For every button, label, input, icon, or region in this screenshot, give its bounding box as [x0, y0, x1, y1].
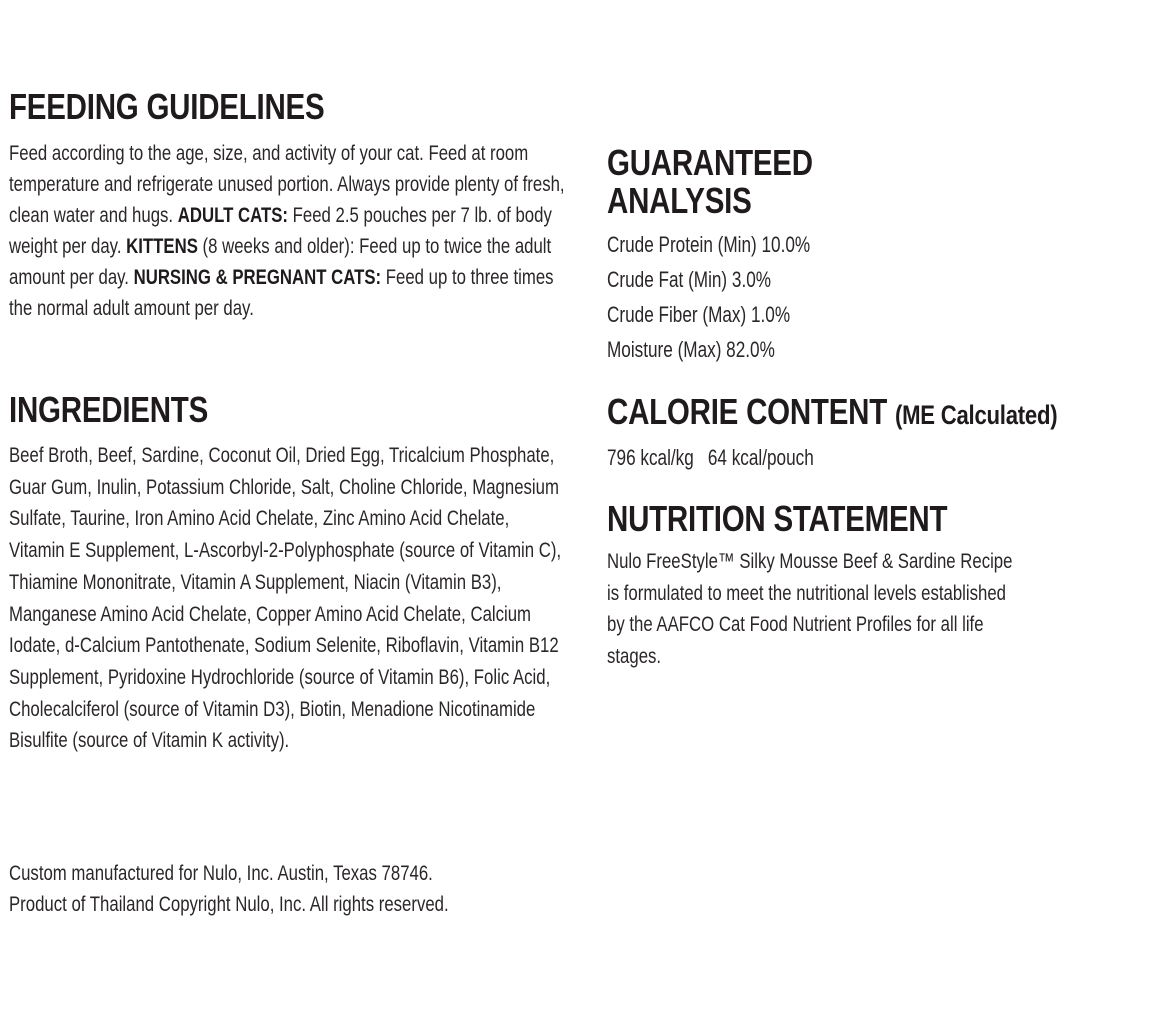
calories-per-pouch: 64 kcal/pouch	[707, 445, 814, 470]
adult-cats-text: Feed 2.5 pouches per 7 lb. of body weight per day.	[9, 203, 552, 258]
feeding-guidelines-heading: FEEDING GUIDELINES	[9, 86, 325, 127]
ingredients-section	[9, 391, 252, 429]
nursing-label: NURSING & PREGNANT CATS:	[133, 265, 382, 289]
calorie-values	[607, 440, 1027, 475]
feeding-guidelines-text	[9, 138, 580, 324]
calorie-content-heading	[607, 393, 1057, 434]
feeding-guidelines-section	[9, 88, 394, 126]
calorie-content-section	[607, 393, 1156, 434]
nutrition-statement-body	[607, 546, 1019, 672]
guaranteed-analysis-heading-line-1: GUARANTEED	[607, 142, 813, 183]
analysis-row-protein: Crude Protein (Min) 10.0%	[607, 232, 811, 257]
guaranteed-analysis-heading-line-2: ANALYSIS	[607, 180, 752, 221]
ingredients-body	[9, 440, 569, 757]
feeding-guidelines-body	[9, 138, 581, 324]
kittens-label: KITTENS	[126, 234, 198, 258]
copyright-line: Product of Thailand Copyright Nulo, Inc. All rights reserved.	[9, 892, 449, 916]
manufacturer-footer	[9, 858, 581, 920]
analysis-row-fat: Crude Fat (Min) 3.0%	[607, 267, 772, 292]
analysis-row-fiber: Crude Fiber (Max) 1.0%	[607, 302, 791, 327]
kittens-text: (8 weeks and older): Feed up to twice the adult amount per day.	[9, 234, 552, 289]
nutrition-statement-text: Nulo FreeStyle™ Silky Mousse Beef & Sardine Recipe is formulated to meet the nutritional levels established by the AAFCO Cat Food Nutrient Profiles for all life stages.	[607, 549, 1013, 668]
analysis-row-moisture: Moisture (Max) 82.0%	[607, 337, 775, 362]
analysis-list	[607, 227, 1027, 367]
nursing-text: Feed up to three times the normal adult amount per day.	[9, 265, 554, 320]
nutrition-statement-heading: NUTRITION STATEMENT	[607, 498, 948, 539]
ingredients-text: Beef Broth, Beef, Sardine, Coconut Oil, Dried Egg, Tricalcium Phosphate, Guar Gum, Inulin, Potassium Chloride, Salt, Choline Chloride, Magnesium Sulfate, Taurine, Iron Amino Acid Chelate, Zinc Amino Acid Chelate, Vitamin E Supplement, L-Ascorbyl-2-Polyphosphate (source of Vitamin C), Thiamine Mononitrate, Vitamin A Supplement, Niacin (Vitamin B3), Manganese Amino Acid Chelate, Copper Amino Acid Chelate, Calcium Iodate, d-Calcium Pantothenate, Sodium Selenite, Riboflavin, Vitamin B12 Supplement, Pyridoxine Hydrochloride (source of Vitamin B6), Folic Acid, Cholecalciferol (source of Vitamin D3), Biotin, Menadione Nicotinamide Bisulfite (source of Vitamin K activity).	[9, 443, 562, 753]
ingredients-heading: INGREDIENTS	[9, 389, 209, 430]
calorie-values-row	[607, 440, 1026, 475]
manufacturer-line: Custom manufactured for Nulo, Inc. Austin, Texas 78746.	[9, 861, 433, 885]
adult-cats-label: ADULT CATS:	[177, 203, 288, 227]
calorie-content-subtitle: (ME Calculated)	[894, 400, 1058, 430]
calories-per-kg: 796 kcal/kg	[607, 445, 694, 470]
nutrition-statement-section	[607, 500, 1022, 538]
guaranteed-analysis-section	[607, 144, 858, 220]
feeding-intro-text: Feed according to the age, size, and activity of your cat. Feed at room temperature and refrigerate unused portion. Always provide plenty of fresh, clean water and hugs.	[9, 141, 565, 227]
calorie-content-title: CALORIE CONTENT	[607, 391, 888, 432]
